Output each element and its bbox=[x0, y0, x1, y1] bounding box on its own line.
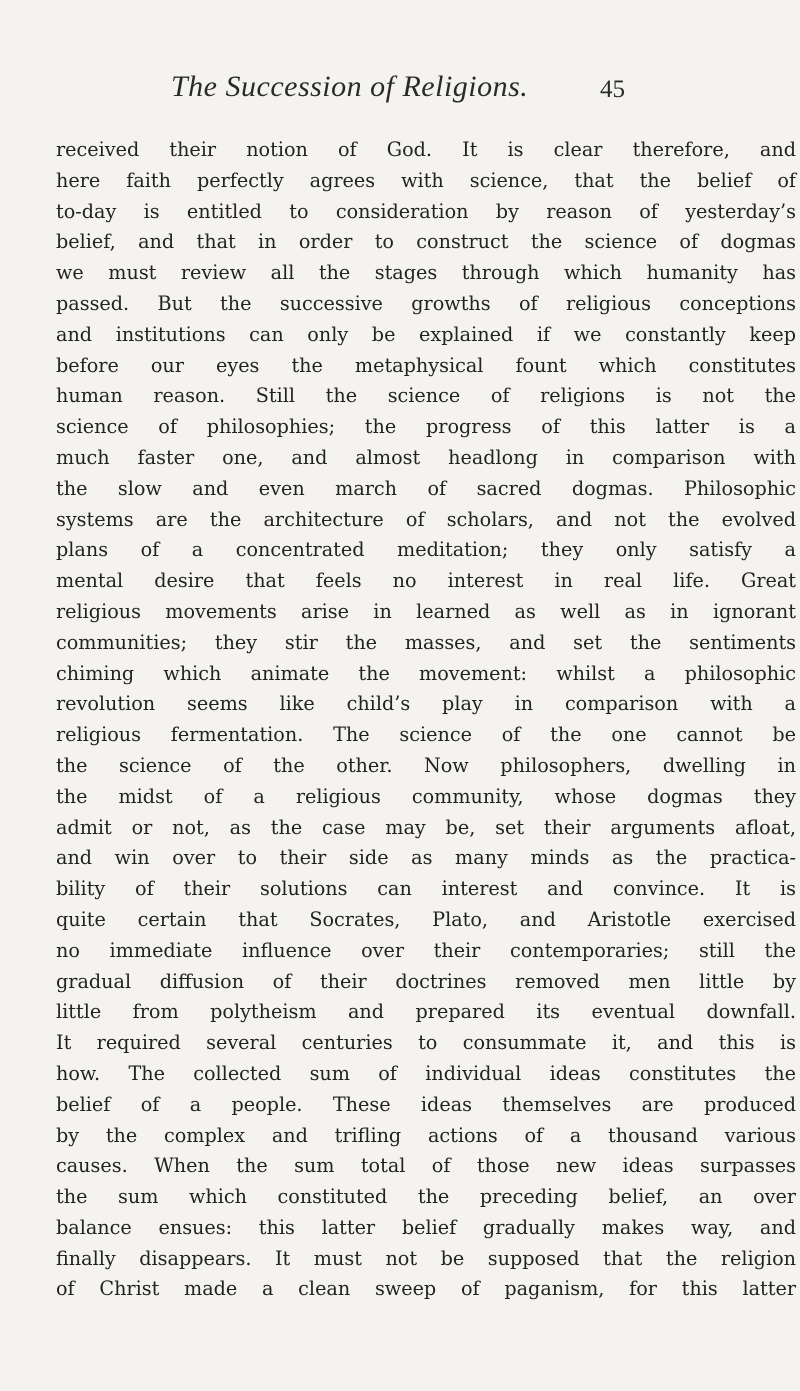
page-number: 45 bbox=[600, 76, 625, 103]
text-line: mental desire that feels no interest in real life. Great bbox=[56, 569, 796, 593]
text-line: the slow and even march of sacred dogmas. Philosophic bbox=[56, 476, 796, 500]
text-line: we must review all the stages through which humanity has bbox=[56, 261, 796, 285]
text-line: human reason. Still the science of religions is not the bbox=[56, 384, 796, 408]
text-line: systems are the architecture of scholars, and not the evolved bbox=[56, 507, 796, 531]
text-line: gradual diffusion of their doctrines removed men little by bbox=[56, 969, 796, 993]
text-line: the midst of a religious community, whose dogmas they bbox=[56, 784, 796, 808]
text-line: communities; they stir the masses, and set the sentiments bbox=[56, 630, 796, 654]
text-line: and win over to their side as many minds as the practica- bbox=[56, 846, 796, 870]
text-line: quite certain that Socrates, Plato, and Aristotle exercised bbox=[56, 907, 796, 931]
text-line: the sum which constituted the preceding belief, an over bbox=[56, 1185, 796, 1209]
text-line: how. The collected sum of individual ideas constitutes the bbox=[56, 1061, 796, 1085]
text-line: causes. When the sum total of those new ideas surpasses bbox=[56, 1154, 796, 1178]
text-line: no immediate influence over their contemporaries; still the bbox=[56, 938, 796, 962]
text-line: science of philosophies; the progress of this latter is a bbox=[56, 415, 796, 439]
text-line: and institutions can only be explained if we constantly keep bbox=[56, 322, 796, 346]
text-line: finally disappears. It must not be supposed that the religion bbox=[56, 1246, 796, 1270]
text-line: chiming which animate the movement: whilst a philosophic bbox=[56, 661, 796, 685]
text-line: the science of the other. Now philosophers, dwelling in bbox=[56, 753, 796, 777]
text-line: bility of their solutions can interest and convince. It is bbox=[56, 877, 796, 901]
text-line: here faith perfectly agrees with science, that the belief of bbox=[56, 168, 796, 192]
text-line: belief of a people. These ideas themselves are produced bbox=[56, 1092, 796, 1116]
text-line: before our eyes the metaphysical fount which constitutes bbox=[56, 353, 796, 377]
text-line: religious fermentation. The science of the one cannot be bbox=[56, 723, 796, 747]
text-line: revolution seems like child’s play in comparison with a bbox=[56, 692, 796, 716]
text-line: It required several centuries to consummate it, and this is bbox=[56, 1031, 796, 1055]
text-line: to-day is entitled to consideration by reason of yesterday’s bbox=[56, 199, 796, 223]
text-line: little from polytheism and prepared its eventual downfall. bbox=[56, 1000, 796, 1024]
text-line: balance ensues: this latter belief gradually makes way, and bbox=[56, 1215, 796, 1239]
text-line: of Christ made a clean sweep of paganism, for this latter bbox=[56, 1277, 796, 1301]
text-line: admit or not, as the case may be, set their arguments afloat, bbox=[56, 815, 796, 839]
text-line: by the complex and trifling actions of a thousand various bbox=[56, 1123, 796, 1147]
text-line: much faster one, and almost headlong in comparison with bbox=[56, 445, 796, 469]
text-line: belief, and that in order to construct the science of dogmas bbox=[56, 230, 796, 254]
body-text bbox=[56, 135, 796, 1305]
text-line: received their notion of God. It is clear therefore, and bbox=[56, 138, 796, 161]
text-line: passed. But the successive growths of religious conceptions bbox=[56, 291, 796, 315]
running-title: The Succession of Religions. bbox=[171, 70, 529, 103]
text-line: religious movements arise in learned as well as in ignorant bbox=[56, 599, 796, 623]
page-header bbox=[0, 70, 800, 120]
text-line: plans of a concentrated meditation; they only satisfy a bbox=[56, 538, 796, 562]
